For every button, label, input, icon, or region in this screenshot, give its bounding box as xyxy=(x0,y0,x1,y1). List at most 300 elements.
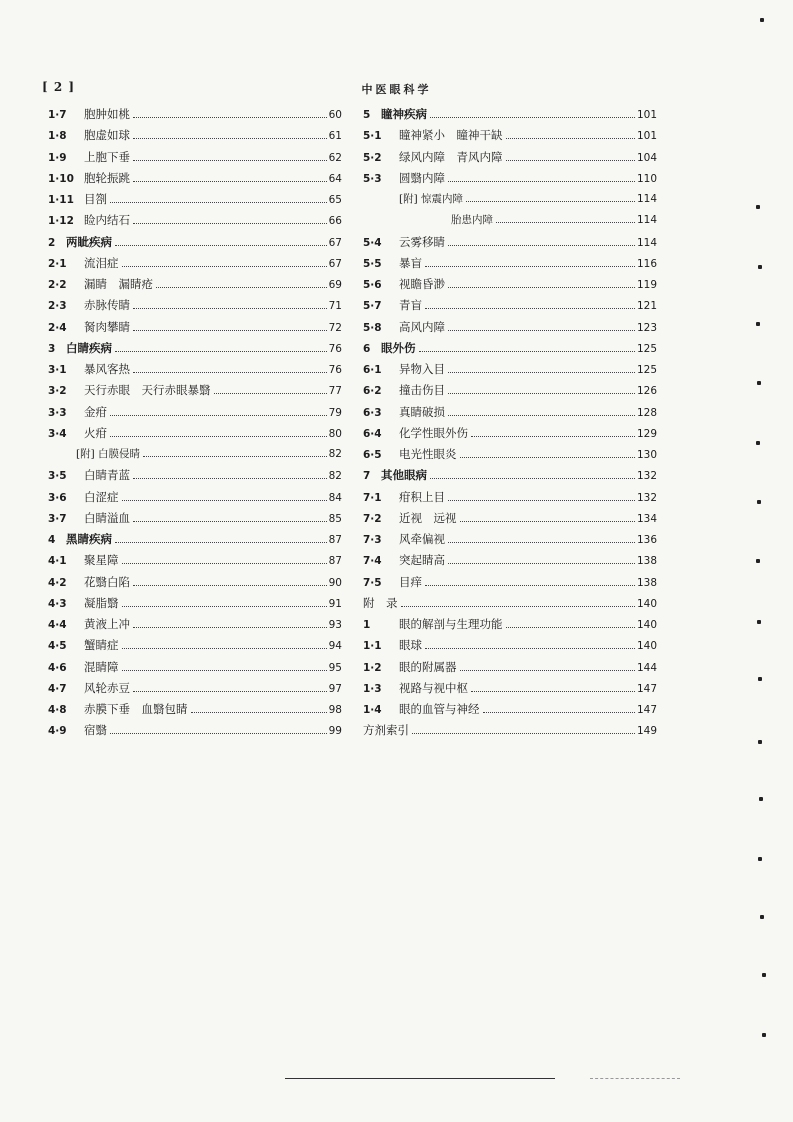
entry-number: 5·8 xyxy=(363,321,382,334)
dot-leader xyxy=(133,330,327,331)
entry-number: 5·7 xyxy=(363,300,382,313)
dot-leader xyxy=(506,138,635,139)
entry-title: 瞳神紧小 瞳神干缺 xyxy=(399,128,503,143)
entry-title: 附 录 xyxy=(363,595,398,610)
entry-number: 1·4 xyxy=(363,704,382,716)
entry-number: 3 xyxy=(48,342,56,355)
dot-leader xyxy=(122,606,327,607)
scan-speck xyxy=(757,500,761,504)
toc-entry xyxy=(363,531,657,552)
scan-speck xyxy=(757,620,761,624)
dot-leader xyxy=(496,222,635,223)
entry-number: 2·1 xyxy=(48,257,67,270)
toc-entry xyxy=(48,297,342,318)
entry-page: 62 xyxy=(328,151,342,164)
toc-entry xyxy=(48,680,342,701)
entry-title: 火疳 xyxy=(84,425,107,440)
entry-page: 84 xyxy=(328,491,342,504)
toc-chapter-entry xyxy=(48,340,342,361)
entry-number: 4 xyxy=(48,534,56,546)
entry-page: 93 xyxy=(328,619,342,631)
toc-entry xyxy=(48,510,342,531)
dot-leader xyxy=(425,648,635,649)
toc-entry xyxy=(48,212,342,233)
entry-title: 白涩症 xyxy=(84,489,119,504)
entry-page: 79 xyxy=(328,406,342,419)
entry-number: 5·3 xyxy=(363,172,382,185)
entry-number: 5·4 xyxy=(363,236,382,249)
entry-title: 眼的血管与神经 xyxy=(399,702,480,716)
scan-speck xyxy=(758,740,762,744)
entry-title: 流泪症 xyxy=(84,255,119,270)
dot-leader xyxy=(448,393,635,394)
entry-number: 6·4 xyxy=(363,427,382,440)
toc-right-column xyxy=(363,106,657,744)
entry-number: 1·9 xyxy=(48,151,67,164)
scan-speck xyxy=(758,265,762,269)
entry-page: 116 xyxy=(636,257,657,270)
dot-leader xyxy=(412,733,635,734)
dot-leader xyxy=(143,456,327,457)
entry-page: 130 xyxy=(636,449,657,461)
entry-page: 134 xyxy=(636,512,657,525)
toc-entry xyxy=(363,446,657,467)
dot-leader xyxy=(133,138,327,139)
dot-leader xyxy=(460,457,635,458)
dot-leader xyxy=(448,181,635,182)
entry-title: 金疳 xyxy=(84,404,107,419)
entry-page: 125 xyxy=(636,364,657,376)
dot-leader xyxy=(460,670,635,671)
entry-title: 两眦疾病 xyxy=(66,234,112,249)
entry-number: 6 xyxy=(363,342,371,355)
toc-entry xyxy=(48,127,342,148)
entry-title: 宿翳 xyxy=(84,723,107,738)
entry-title: 突起睛高 xyxy=(399,553,445,568)
entry-page: 140 xyxy=(636,640,657,653)
entry-page: 140 xyxy=(636,597,657,610)
dot-leader xyxy=(506,160,635,161)
dot-leader xyxy=(448,245,635,246)
entry-title: 白睛青蓝 xyxy=(84,468,130,483)
scan-speck xyxy=(758,857,762,861)
dot-leader xyxy=(156,287,327,288)
entry-title: 胞虚如球 xyxy=(84,128,130,143)
entry-number: 3·5 xyxy=(48,470,67,483)
toc-entry xyxy=(363,425,657,446)
toc-entry xyxy=(48,595,342,616)
entry-number: 6·2 xyxy=(363,385,382,398)
dot-leader xyxy=(448,287,635,288)
bottom-rule-faint xyxy=(590,1078,680,1079)
entry-title: 漏睛 漏睛疮 xyxy=(84,277,153,291)
toc-entry xyxy=(48,191,342,212)
entry-page: 132 xyxy=(636,470,657,483)
entry-page: 90 xyxy=(328,576,342,589)
entry-number: 7 xyxy=(363,470,371,483)
toc-entry xyxy=(363,361,657,382)
toc-entry xyxy=(48,149,342,170)
entry-title: 赤膜下垂 血翳包睛 xyxy=(84,702,188,716)
entry-title: 聚星障 xyxy=(84,553,119,568)
dot-leader xyxy=(110,436,327,437)
entry-title: 青盲 xyxy=(399,298,422,313)
dot-leader xyxy=(425,585,635,586)
entry-number: 5·6 xyxy=(363,279,382,291)
toc-entry xyxy=(48,276,342,297)
entry-title: 视瞻昏渺 xyxy=(399,277,445,291)
entry-page: 114 xyxy=(636,236,657,249)
entry-title: 眼球 xyxy=(399,638,422,653)
entry-number: 5·2 xyxy=(363,151,382,164)
dot-leader xyxy=(448,542,635,543)
entry-title: 目痒 xyxy=(399,574,422,589)
entry-page: 114 xyxy=(636,214,657,227)
entry-title: 视路与视中枢 xyxy=(399,680,468,695)
entry-title: 眼的解剖与生理功能 xyxy=(399,617,503,631)
entry-page: 126 xyxy=(636,385,657,398)
toc-entry xyxy=(48,467,342,488)
entry-page: 138 xyxy=(636,576,657,589)
entry-number: 1·10 xyxy=(48,172,74,185)
entry-title: 瞳神疾病 xyxy=(381,107,427,121)
entry-number: 7·5 xyxy=(363,576,382,589)
entry-number: 5·5 xyxy=(363,257,382,270)
scan-speck xyxy=(759,797,763,801)
entry-number: 3·3 xyxy=(48,406,67,419)
toc-entry xyxy=(48,489,342,510)
entry-page: 123 xyxy=(636,321,657,334)
dot-leader xyxy=(133,160,327,161)
entry-title: 上胞下垂 xyxy=(84,149,130,164)
entry-title: 目劄 xyxy=(84,192,107,206)
entry-number: 2·4 xyxy=(48,321,67,334)
entry-title: 风牵偏视 xyxy=(399,532,445,546)
entry-number: 2·2 xyxy=(48,279,67,291)
dot-leader xyxy=(133,627,327,628)
entry-title: 暴风客热 xyxy=(84,362,130,376)
toc-entry xyxy=(363,234,657,255)
entry-page: 101 xyxy=(636,130,657,143)
entry-page: 132 xyxy=(636,491,657,504)
entry-title: [附] 白膜侵睛 xyxy=(76,448,141,460)
scan-speck xyxy=(760,915,764,919)
dot-leader xyxy=(115,351,327,352)
toc-entry xyxy=(48,106,342,127)
entry-page: 101 xyxy=(636,109,657,121)
entry-title: 方剂索引 xyxy=(363,723,409,738)
entry-page: 144 xyxy=(636,661,657,674)
toc-entry xyxy=(363,510,657,531)
entry-page: 82 xyxy=(328,470,342,483)
dot-leader xyxy=(110,415,327,416)
entry-number: 1·8 xyxy=(48,130,67,143)
entry-number: 1·11 xyxy=(48,194,74,206)
toc-entry xyxy=(363,616,657,637)
dot-leader xyxy=(133,478,327,479)
dot-leader xyxy=(115,542,327,543)
entry-page: 87 xyxy=(328,534,342,546)
entry-number: 7·3 xyxy=(363,534,382,546)
dot-leader xyxy=(133,521,327,522)
toc-entry xyxy=(363,170,657,191)
entry-page: 147 xyxy=(636,704,657,716)
dot-leader xyxy=(430,478,635,479)
dot-leader xyxy=(122,500,327,501)
toc-entry xyxy=(48,361,342,382)
dot-leader xyxy=(430,117,635,118)
scan-speck xyxy=(756,205,760,209)
entry-number: 7·1 xyxy=(363,491,382,504)
scan-speck xyxy=(758,677,762,681)
entry-title: 眼外伤 xyxy=(381,340,416,355)
dot-leader xyxy=(448,330,635,331)
entry-title: 天行赤眼 天行赤眼暴翳 xyxy=(84,383,211,398)
entry-number: 5·1 xyxy=(363,130,382,143)
dot-leader xyxy=(133,691,327,692)
dot-leader xyxy=(466,201,635,202)
entry-title: 风轮赤豆 xyxy=(84,680,130,695)
entry-title: 其他眼病 xyxy=(381,468,427,483)
entry-number: 7·2 xyxy=(363,512,382,525)
toc-entry xyxy=(363,595,657,616)
entry-page: 128 xyxy=(636,406,657,419)
toc-entry xyxy=(48,659,342,680)
entry-number: 3·2 xyxy=(48,385,67,398)
entry-number: 6·1 xyxy=(363,364,382,376)
scan-speck xyxy=(762,973,766,977)
dot-leader xyxy=(191,712,327,713)
entry-title: 白睛疾病 xyxy=(66,340,112,355)
toc-entry xyxy=(363,191,657,212)
entry-page: 138 xyxy=(636,555,657,568)
toc-entry xyxy=(363,680,657,701)
toc-entry xyxy=(48,446,342,467)
dot-leader xyxy=(425,308,635,309)
entry-title: 电光性眼炎 xyxy=(399,447,457,461)
entry-title: 化学性眼外伤 xyxy=(399,425,468,440)
entry-number: 4·1 xyxy=(48,555,67,568)
dot-leader xyxy=(401,606,635,607)
entry-number: 1·12 xyxy=(48,215,74,228)
entry-number: 1·1 xyxy=(363,640,382,653)
toc-entry xyxy=(363,319,657,340)
toc-chapter-entry xyxy=(363,467,657,488)
dot-leader xyxy=(110,733,327,734)
entry-page: 77 xyxy=(328,385,342,398)
dot-leader xyxy=(122,563,327,564)
dot-leader xyxy=(448,500,635,501)
toc-entry xyxy=(48,319,342,340)
entry-title: 白睛溢血 xyxy=(84,510,130,525)
entry-page: 80 xyxy=(328,427,342,440)
scan-speck xyxy=(762,1033,766,1037)
entry-number: 3·6 xyxy=(48,491,67,504)
toc-chapter-entry xyxy=(48,234,342,255)
toc-entry xyxy=(48,170,342,191)
dot-leader xyxy=(133,372,327,373)
entry-page: 61 xyxy=(328,130,342,143)
entry-number: 1 xyxy=(363,619,371,631)
entry-page: 125 xyxy=(636,342,657,355)
toc-entry xyxy=(363,489,657,510)
entry-page: 149 xyxy=(636,725,657,738)
toc-entry xyxy=(363,659,657,680)
entry-title: 黑睛疾病 xyxy=(66,532,112,546)
scan-speck xyxy=(756,322,760,326)
toc-entry xyxy=(48,616,342,637)
dot-leader xyxy=(506,627,635,628)
entry-title: 圆翳内障 xyxy=(399,170,445,185)
toc-entry xyxy=(363,127,657,148)
entry-number: 4·2 xyxy=(48,576,67,589)
entry-title: 赤脉传睛 xyxy=(84,298,130,313)
dot-leader xyxy=(110,202,327,203)
toc-entry xyxy=(363,297,657,318)
dot-leader xyxy=(133,181,327,182)
page-number: [ 2 ] xyxy=(42,80,76,94)
scan-speck xyxy=(756,441,760,445)
toc-chapter-entry xyxy=(363,106,657,127)
scan-speck xyxy=(756,559,760,563)
entry-title: 撞击伤目 xyxy=(399,383,445,398)
entry-title: 凝脂翳 xyxy=(84,595,119,610)
entry-page: 65 xyxy=(328,194,342,206)
toc-entry xyxy=(48,574,342,595)
entry-title: 异物入目 xyxy=(399,362,445,376)
entry-number: 1·7 xyxy=(48,109,67,121)
toc-entry xyxy=(48,382,342,403)
dot-leader xyxy=(122,266,327,267)
entry-number: 2·3 xyxy=(48,300,67,313)
dot-leader xyxy=(471,436,635,437)
dot-leader xyxy=(471,691,635,692)
scan-margin-marks xyxy=(760,0,790,1122)
toc-entry xyxy=(48,552,342,573)
toc-entry xyxy=(48,404,342,425)
entry-number: 4·8 xyxy=(48,704,67,716)
book-title: 中医眼科学 xyxy=(361,83,432,96)
entry-page: 87 xyxy=(328,555,342,568)
entry-page: 98 xyxy=(328,704,342,716)
entry-page: 147 xyxy=(636,682,657,695)
entry-page: 91 xyxy=(328,597,342,610)
entry-number: 4·5 xyxy=(48,640,67,653)
dot-leader xyxy=(448,372,635,373)
entry-page: 76 xyxy=(328,342,342,355)
entry-title: [附] 惊震内障 xyxy=(399,193,464,205)
entry-page: 67 xyxy=(328,236,342,249)
entry-number: 2 xyxy=(48,236,56,249)
entry-page: 140 xyxy=(636,619,657,631)
entry-number: 1·2 xyxy=(363,661,382,674)
dot-leader xyxy=(419,351,635,352)
entry-page: 71 xyxy=(328,300,342,313)
entry-number: 6·3 xyxy=(363,406,382,419)
toc-entry xyxy=(363,149,657,170)
toc-entry xyxy=(363,574,657,595)
entry-number: 6·5 xyxy=(363,449,382,461)
entry-number: 3·7 xyxy=(48,512,67,525)
dot-leader xyxy=(133,223,327,224)
toc-entry xyxy=(48,425,342,446)
entry-number: 4·7 xyxy=(48,682,67,695)
dot-leader xyxy=(448,415,635,416)
entry-title: 近视 远视 xyxy=(399,510,457,525)
entry-number: 3·4 xyxy=(48,427,67,440)
entry-title: 高风内障 xyxy=(399,319,445,334)
toc-left-column xyxy=(48,106,342,744)
entry-title: 蟹睛症 xyxy=(84,638,119,653)
toc-entry xyxy=(363,276,657,297)
toc-entry xyxy=(363,637,657,658)
entry-page: 67 xyxy=(328,257,342,270)
entry-page: 66 xyxy=(328,215,342,228)
scan-speck xyxy=(757,381,761,385)
entry-page: 110 xyxy=(636,172,657,185)
scan-speck xyxy=(760,18,764,22)
entry-number: 1·3 xyxy=(363,682,382,695)
entry-page: 119 xyxy=(636,279,657,291)
entry-page: 76 xyxy=(328,364,342,376)
entry-page: 97 xyxy=(328,682,342,695)
entry-title: 胞轮振跳 xyxy=(84,170,130,185)
entry-title: 黄液上冲 xyxy=(84,617,130,631)
entry-title: 云雾移睛 xyxy=(399,234,445,249)
toc-entry xyxy=(48,637,342,658)
entry-number: 4·3 xyxy=(48,597,67,610)
toc-entry xyxy=(363,382,657,403)
toc-chapter-entry xyxy=(363,340,657,361)
dot-leader xyxy=(214,393,327,394)
entry-title: 胞肿如桃 xyxy=(84,107,130,121)
toc-entry xyxy=(48,255,342,276)
entry-page: 64 xyxy=(328,172,342,185)
entry-page: 72 xyxy=(328,321,342,334)
entry-title: 真睛破损 xyxy=(399,404,445,419)
dot-leader xyxy=(425,266,635,267)
entry-page: 121 xyxy=(636,300,657,313)
entry-page: 95 xyxy=(328,661,342,674)
entry-number: 7·4 xyxy=(363,555,382,568)
entry-number: 5 xyxy=(363,109,371,121)
dot-leader xyxy=(133,585,327,586)
entry-title: 眼的附属器 xyxy=(399,659,457,674)
dot-leader xyxy=(115,245,327,246)
toc-entry xyxy=(363,404,657,425)
entry-number: 4·9 xyxy=(48,725,67,738)
entry-title: 绿风内障 青风内障 xyxy=(399,149,503,164)
entry-title: 暴盲 xyxy=(399,255,422,270)
entry-page: 114 xyxy=(636,193,657,205)
toc-entry xyxy=(48,722,342,743)
entry-page: 104 xyxy=(636,151,657,164)
entry-number: 4·4 xyxy=(48,619,67,631)
entry-title: 胬肉攀睛 xyxy=(84,319,130,334)
dot-leader xyxy=(122,670,327,671)
toc-entry xyxy=(363,255,657,276)
dot-leader xyxy=(122,648,327,649)
toc-entry xyxy=(363,722,657,743)
dot-leader xyxy=(133,308,327,309)
entry-number: 4·6 xyxy=(48,661,67,674)
dot-leader xyxy=(448,563,635,564)
bottom-rule xyxy=(285,1078,555,1079)
entry-title: 混睛障 xyxy=(84,659,119,674)
entry-number: 3·1 xyxy=(48,364,67,376)
entry-title: 疳积上目 xyxy=(399,489,445,504)
dot-leader xyxy=(460,521,635,522)
